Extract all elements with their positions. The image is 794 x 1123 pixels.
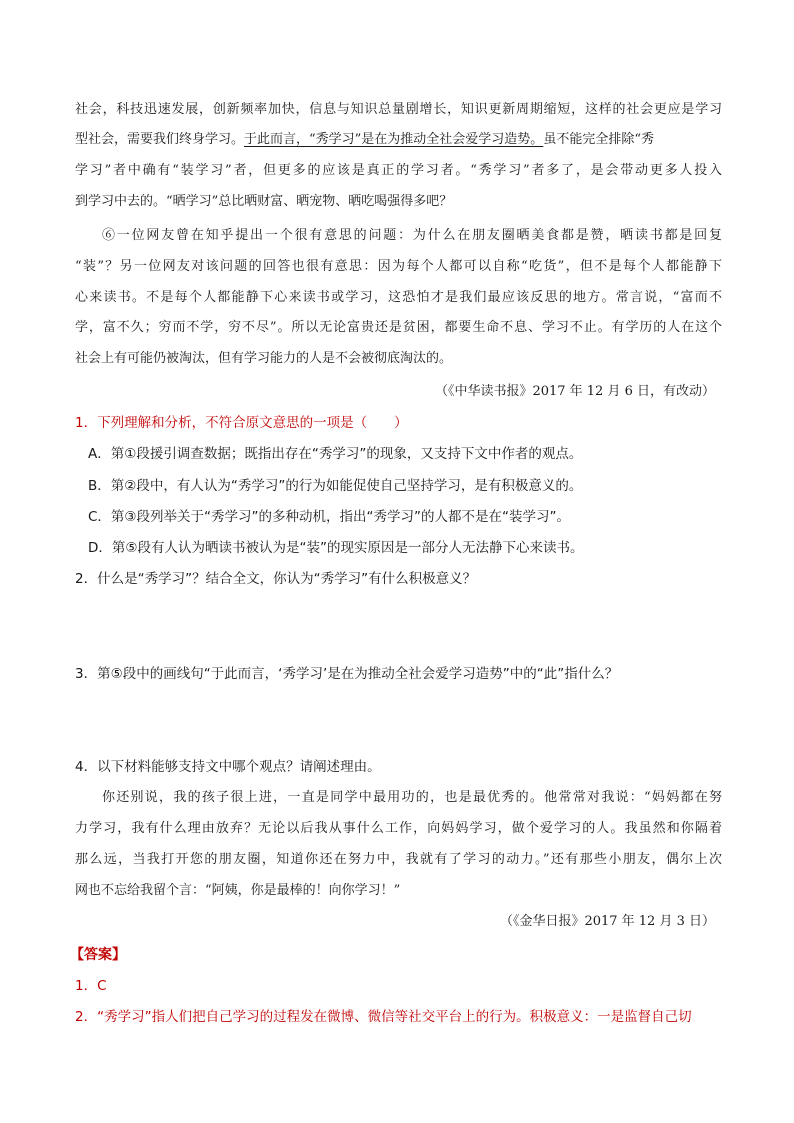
question-3: 3．第⑤段中的画线句“于此而言，‘秀学习’是在为推动全社会爱学习造势”中的“此”指什么？ (75, 666, 619, 682)
question-1: 1．下列理解和分析，不符合原文意思的一项是（ ） (75, 415, 408, 431)
passage-line: 学习”者中确有“装学习”者，但更多的应该是真正的学习者。“秀学习”者多了，是会带动更多人投入 (75, 163, 722, 178)
passage-line: ⑥一位网友曾在知乎提出一个很有意思的问题：为什么在朋友圈晒美食都是赞，晒读书都是回复 (102, 228, 722, 243)
question-2: 2．什么是“秀学习”？结合全文，你认为“秀学习”有什么积极意义？ (75, 571, 477, 587)
passage-text: 虽不能完全排除“秀 (543, 132, 654, 147)
option-c: C．第③段列举关于“秀学习”的多种动机，指出“秀学习”的人都不是在“装学习”。 (88, 509, 570, 525)
material-line: 你还别说，我的孩子很上进，一直是同学中最用功的，也是最优秀的。他常常对我说：“妈妈都在努 (102, 790, 722, 805)
material-source: （《金华日报》2017 年 12 月 3 日） (499, 914, 715, 929)
passage-source: （《中华读书报》2017 年 12 月 6 日，有改动） (434, 384, 715, 399)
passage-line (75, 130, 722, 150)
option-d: D．第⑤段有人认为晒读书被认为是“装”的现实原因是一部分人无法静下心来读书。 (88, 540, 584, 556)
passage-line: 社会上有可能仍被淘汰，但有学习能力的人是不会被彻底淘汰的。 (75, 351, 453, 366)
answer-2: 2．“秀学习”指人们把自己学习的过程发在微博、微信等社交平台上的行为。积极意义：一是监督自己切 (75, 1009, 692, 1025)
answer-heading: 【答案】 (70, 947, 126, 963)
material-line: 那么远，当我打开您的朋友圈，知道你还在努力中，我就有了学习的动力。”还有那些小朋友，偶尔上次 (75, 852, 722, 867)
passage-line: “装”？另一位网友对该问题的回答也很有意思：因为每个人都可以自称“吃货”，但不是每个人都能静下 (75, 259, 722, 274)
answer-1: 1．C (75, 978, 107, 994)
passage-text: 型社会，需要我们终身学习。 (75, 132, 245, 147)
passage-line: 社会，科技迅速发展，创新频率加快，信息与知识总量剧增长，知识更新周期缩短，这样的社会更应是学习 (75, 102, 722, 117)
underlined-sentence: 于此而言，“秀学习”是在为推动全社会爱学习造势。 (244, 132, 544, 147)
option-b: B．第②段中，有人认为“秀学习”的行为如能促使自己坚持学习，是有积极意义的。 (88, 478, 583, 494)
passage-line: 到学习中去的。“晒学习”总比晒财富、晒宠物、晒吃喝强得多吧？ (75, 194, 453, 209)
material-line: 网也不忘给我留个言：“阿姨，你是最棒的！向你学习！” (75, 883, 401, 898)
option-a: A．第①段援引调查数据；既指出存在“秀学习”的现象，又支持下文中作者的观点。 (88, 446, 583, 462)
question-4: 4．以下材料能够支持文中哪个观点？请阐述理由。 (75, 759, 381, 775)
passage-line: 心来读书。不是每个人都能静下心来读书或学习，这恐怕才是我们最应该反思的地方。常言说，“富而不 (75, 290, 722, 305)
passage-line: 学，富不久；穷而不学，穷不尽”。所以无论富贵还是贫困，都要生命不息、学习不止。有学历的人在这个 (75, 320, 722, 335)
material-line: 力学习，我有什么理由放弃？无论以后我从事什么工作，向妈妈学习，做个爱学习的人。我虽然和你隔着 (75, 821, 722, 836)
